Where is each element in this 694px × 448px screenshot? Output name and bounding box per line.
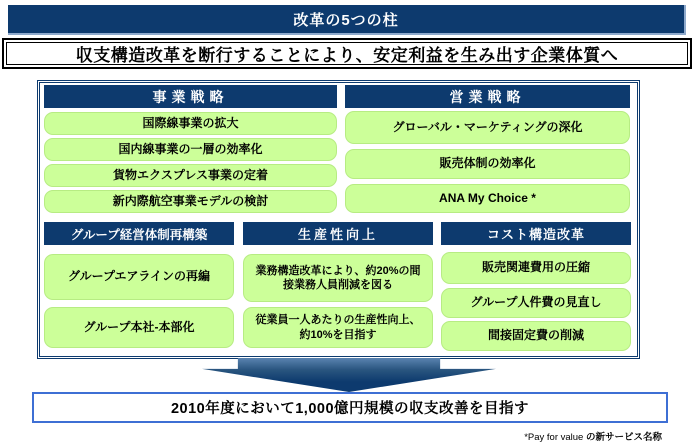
- subtitle-text: 収支構造改革を断行することにより、安定利益を生み出す企業体質へ: [75, 46, 619, 65]
- group-item-1: グループ本社-本部化: [44, 307, 234, 348]
- cost-item-2: 間接固定費の削減: [441, 321, 631, 351]
- sales-item-0: グローバル・マーケティングの深化: [345, 111, 630, 144]
- sales-item-2: ANA My Choice *: [345, 184, 630, 213]
- business-item-2: 貨物エクスプレス事業の定着: [44, 164, 337, 187]
- header-business-strategy: 事業戦略: [44, 85, 337, 108]
- goal-text: 2010年度において1,000億円規模の収支改善を目指す: [170, 401, 530, 417]
- footnote-marker: *: [524, 432, 528, 443]
- business-item-0: 国際線事業の拡大: [44, 112, 337, 135]
- sales-item-1: 販売体制の効率化: [345, 149, 630, 179]
- header-group-restructure: グループ経営体制再構築: [44, 222, 234, 245]
- footnote-note: の新サービス名称: [585, 432, 662, 443]
- footnote: [524, 429, 662, 443]
- cost-item-1: グループ人件費の見直し: [441, 288, 631, 318]
- footnote-service-name: Pay for value: [527, 432, 586, 443]
- business-item-1: 国内線事業の一層の効率化: [44, 138, 337, 161]
- slide-title-bar: [8, 5, 686, 35]
- slide-title: 改革の5つの柱: [293, 11, 399, 29]
- pillars-panel: [37, 80, 640, 359]
- cost-item-0: 販売関連費用の圧縮: [441, 252, 631, 284]
- goal-box: [32, 392, 668, 423]
- header-cost-reform: コスト構造改革: [441, 222, 631, 245]
- productivity-item-0: 業務構造改革により、約20%の間接業務人員削減を図る: [243, 254, 433, 302]
- header-sales-strategy: 営業戦略: [345, 85, 630, 108]
- group-item-0: グループエアラインの再編: [44, 254, 234, 300]
- subtitle-inner-frame: [6, 42, 688, 65]
- business-item-3: 新内際航空事業モデルの検討: [44, 190, 337, 213]
- subtitle-box: [2, 38, 692, 69]
- down-arrow-icon: [202, 358, 496, 392]
- productivity-item-1: 従業員一人あたりの生産性向上、約10%を目指す: [243, 307, 433, 348]
- header-productivity: 生産性向上: [243, 222, 433, 245]
